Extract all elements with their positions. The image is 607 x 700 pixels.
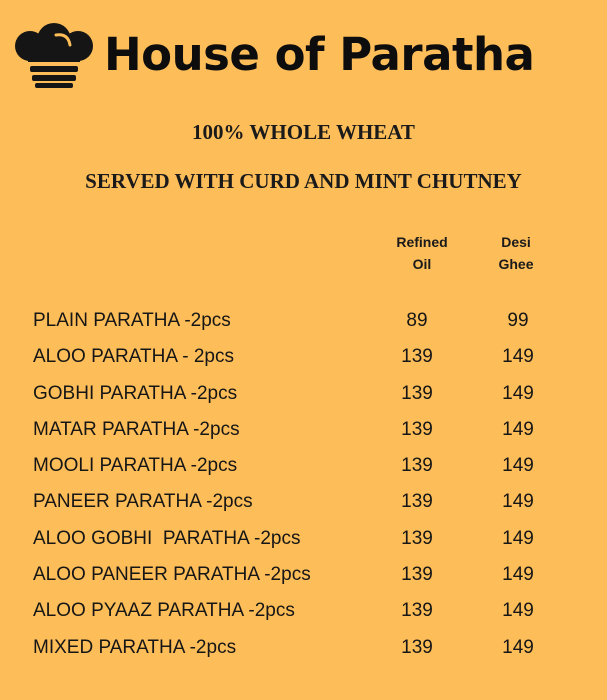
price-refined-oil: 139 [401, 527, 433, 549]
subtitle-served-with: SERVED WITH CURD AND MINT CHUTNEY [85, 169, 522, 193]
price-desi-ghee: 149 [502, 600, 534, 622]
column-header-line: Oil [412, 256, 432, 272]
page-title: House of Paratha [104, 28, 535, 81]
item-name: ALOO PANEER PARATHA -2pcs [33, 564, 311, 586]
price-refined-oil: 139 [401, 382, 433, 404]
price-refined-oil: 89 [406, 310, 428, 331]
item-name: PANEER PARATHA -2pcs [33, 491, 253, 513]
menu-row [0, 631, 607, 667]
column-header-line: Ghee [498, 256, 534, 272]
price-refined-oil: 139 [401, 346, 433, 368]
menu-list [0, 304, 607, 667]
price-desi-ghee: 149 [502, 527, 534, 549]
price-refined-oil: 139 [401, 418, 433, 440]
column-header-desi-ghee [476, 231, 556, 275]
price-desi-ghee: 149 [502, 491, 534, 513]
price-desi-ghee: 99 [507, 310, 529, 331]
menu-row [0, 413, 607, 449]
item-name: GOBHI PARATHA -2pcs [33, 382, 238, 404]
price-refined-oil: 139 [401, 455, 433, 477]
price-desi-ghee: 149 [502, 418, 534, 440]
item-name: ALOO PARATHA - 2pcs [33, 346, 234, 368]
price-desi-ghee: 149 [502, 636, 534, 658]
menu-row [0, 485, 607, 521]
menu-row [0, 340, 607, 376]
menu-row [0, 449, 607, 485]
price-desi-ghee: 149 [502, 382, 534, 404]
item-name: MATAR PARATHA -2pcs [33, 418, 240, 440]
column-header-line: Refined [396, 234, 448, 250]
menu-row [0, 522, 607, 558]
menu-row [0, 377, 607, 413]
menu-row [0, 304, 607, 340]
menu-row [0, 594, 607, 630]
price-refined-oil: 139 [401, 491, 433, 513]
price-refined-oil: 139 [401, 600, 433, 622]
item-name: ALOO PYAAZ PARATHA -2pcs [33, 600, 295, 622]
price-refined-oil: 139 [401, 564, 433, 586]
price-refined-oil: 139 [401, 636, 433, 658]
menu-row [0, 558, 607, 594]
chef-hat-icon [8, 22, 100, 88]
item-name: MOOLI PARATHA -2pcs [33, 455, 238, 477]
column-header-refined-oil [382, 231, 462, 275]
column-header-line: Desi [501, 234, 531, 250]
price-desi-ghee: 149 [502, 346, 534, 368]
price-desi-ghee: 149 [502, 564, 534, 586]
item-name: MIXED PARATHA -2pcs [33, 636, 237, 658]
item-name: PLAIN PARATHA -2pcs [33, 310, 231, 331]
price-desi-ghee: 149 [502, 455, 534, 477]
subtitle-whole-wheat: 100% WHOLE WHEAT [192, 120, 415, 144]
item-name: ALOO GOBHI PARATHA -2pcs [33, 527, 301, 549]
